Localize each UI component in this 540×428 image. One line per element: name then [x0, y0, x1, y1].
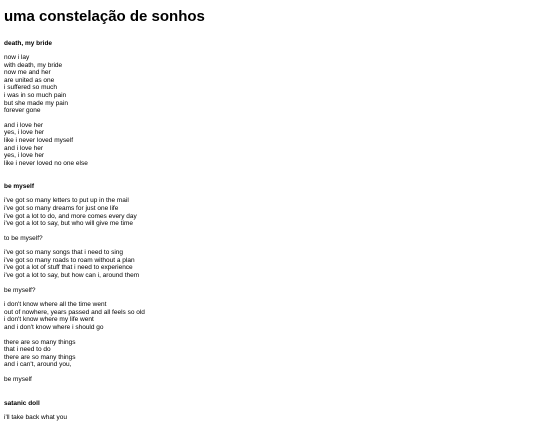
- poem-line: and i don't know where i should go: [4, 324, 104, 332]
- poem-line: i don't know where all the time went: [4, 301, 107, 309]
- poem-line: with death, my bride: [4, 61, 63, 69]
- poem-line: i'll take back what you: [4, 413, 68, 421]
- poem-line: now me and her: [4, 69, 51, 77]
- poem-line: i don't know where my life went: [4, 316, 94, 324]
- poem-line: i was in so much pain: [4, 91, 67, 99]
- poem-line: be myself: [4, 376, 32, 383]
- stanza: [4, 122, 534, 168]
- poem-line: i've got so many dreams for just one life: [4, 204, 119, 212]
- poem-line: to be myself?: [4, 234, 43, 242]
- page-content: [4, 8, 534, 428]
- poem-line: be myself?: [4, 286, 36, 294]
- stanza: [4, 54, 534, 115]
- poem-title: be myself: [4, 183, 34, 191]
- poem-line: there are so many things: [4, 353, 76, 361]
- poem-line: i've got so many letters to put up in the mail: [4, 197, 129, 205]
- poem-line: i've got a lot to say, but who will give me time: [4, 220, 134, 228]
- poem-line: i've got so many songs that i need to sing: [4, 249, 124, 257]
- stanza: [4, 339, 534, 369]
- poem-line: yes, i love her: [4, 152, 45, 160]
- stanza: [4, 376, 534, 384]
- poem-line: and i can't, around you,: [4, 361, 72, 369]
- poem-list: [4, 40, 534, 421]
- poem-line: i've got a lot of stuff that i need to experience: [4, 264, 133, 272]
- poem-line: forever gone: [4, 107, 41, 115]
- stanza: [4, 249, 534, 279]
- poem-separator: [4, 174, 534, 183]
- poem-line: i've got a lot to do, and more comes every day: [4, 212, 137, 220]
- poem-line: yes, i love her: [4, 129, 45, 137]
- stanza: [4, 301, 534, 331]
- poem-line: are united as one: [4, 76, 55, 84]
- poem-line: i suffered so much: [4, 84, 57, 92]
- stanza: [4, 287, 534, 295]
- poem-separator: [4, 391, 534, 400]
- stanza: [4, 197, 534, 227]
- poem-line: there are so many things: [4, 338, 76, 346]
- poem: [4, 183, 534, 383]
- poem-line: i've got a lot to say, but how can i, around them: [4, 272, 140, 280]
- poem-title: satanic doll: [4, 399, 40, 407]
- poem-line: like i never loved myself: [4, 136, 73, 144]
- poem-line: now i lay: [4, 54, 30, 61]
- site-title: uma constelação de sonhos: [4, 8, 205, 25]
- poem-line: and i love her: [4, 144, 44, 152]
- poem-line: i've got so many roads to roam without a plan: [4, 256, 135, 264]
- poem-line: that i need to do: [4, 346, 51, 354]
- poem-line: out of nowhere, years passed and all feels so old: [4, 308, 145, 316]
- stanza: [4, 235, 534, 243]
- poem: [4, 400, 534, 422]
- poem: [4, 40, 534, 167]
- stanza: [4, 414, 534, 422]
- poem-line: but she made my pain: [4, 99, 68, 107]
- poem-title: death, my bride: [4, 40, 53, 47]
- poem-line: like i never loved no one else: [4, 159, 88, 167]
- poem-line: and i love her: [4, 121, 44, 129]
